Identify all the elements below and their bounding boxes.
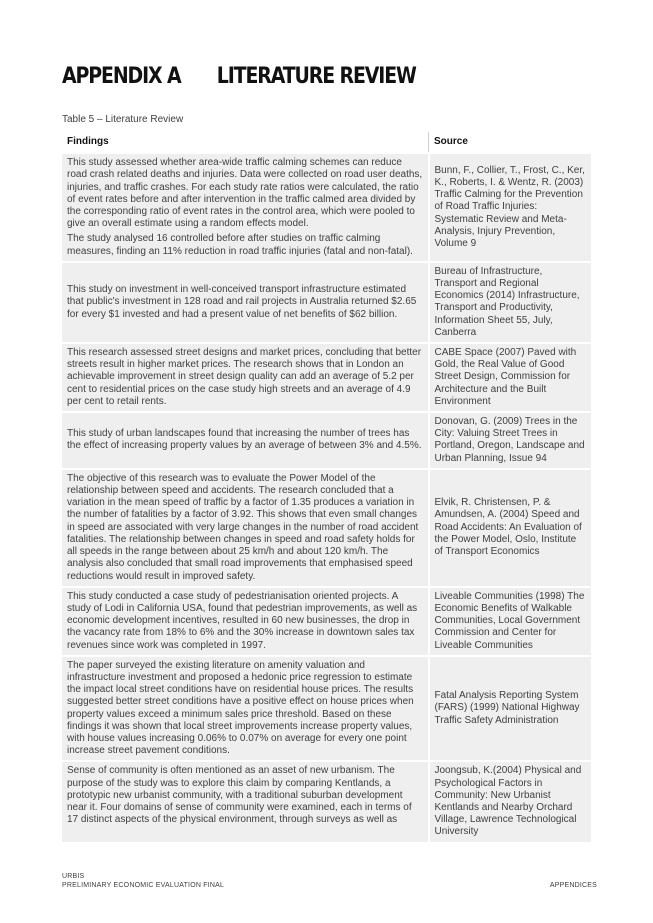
findings-text: This study assessed whether area-wide traffic calming schemes can reduce road crash related deaths and injuries. Data were collected on road user deaths, injuries, and traffic crashes. For each study rate ratios were calculated, the ratio of event rates before and after intervention in the traffic calmed area divided by the corresponding ratio of event rates in the control area, which were pooled to give an overall estimate using a random effects model. bbox=[67, 157, 423, 230]
findings-text: Sense of community is often mentioned as an asset of new urbanism. The purpose of the study was to explore this claim by comparing Kentlands, a prototypic new urbanist community, with a traditional suburban development near it. Four domains of sense of community were examined, each in terms of 17 distinct aspects of the physical environment, through surveys as well as bbox=[67, 765, 412, 826]
table-row bbox=[62, 343, 591, 412]
table-row bbox=[62, 656, 591, 762]
findings-cell bbox=[62, 412, 429, 469]
findings-text: The paper surveyed the existing literature on amenity valuation and infrastructure investment and proposed a hedonic price regression to estimate the impact local street conditions have on residential house prices. The results suggested better street conditions have a positive effect on house prices when property values exceed a minimum sales price threshold. Based on these findings it was shown that local street improvements increase property values, with house values increasing 0.06% to 0.07% on average for every one point increase street pavement conditions. bbox=[67, 659, 414, 757]
footer-org: URBIS bbox=[62, 873, 85, 880]
findings-cell bbox=[62, 343, 429, 412]
source-cell: Donovan, G. (2009) Trees in the City: Valuing Street Trees in Portland, Oregon, Landscape and Urban Planning, Issue 94 bbox=[429, 412, 592, 469]
table-row bbox=[62, 412, 591, 469]
table-row bbox=[62, 761, 591, 841]
findings-cell bbox=[62, 469, 429, 587]
table-row bbox=[62, 262, 591, 343]
table-row bbox=[62, 469, 591, 587]
source-cell: CABE Space (2007) Paved with Gold, the Real Value of Good Street Design, Commission for Architecture and the Built Environment bbox=[429, 343, 592, 412]
source-cell: Bureau of Infrastructure, Transport and Regional Economics (2014) Infrastructure, Transport and Productivity, Information Sheet 55, July, Canberra bbox=[429, 262, 592, 343]
footer-section: APPENDICES bbox=[549, 882, 597, 889]
source-cell: Joongsub, K.(2004) Physical and Psychological Factors in Community: New Urbanist Kentlands and Nearby Orchard Village, Lawrence Technological University bbox=[429, 761, 592, 841]
appendix-title: LITERATURE REVIEW bbox=[216, 64, 416, 89]
findings-cell bbox=[62, 587, 429, 656]
findings-text: The study analysed 16 controlled before after studies on traffic calming measures, finding an 11% reduction in road traffic injuries (fatal and non-fatal). bbox=[67, 233, 413, 257]
page-footer-left bbox=[62, 872, 224, 890]
table-row bbox=[62, 153, 591, 262]
table-row bbox=[62, 587, 591, 656]
source-header: Source bbox=[429, 132, 592, 153]
source-cell: Bunn, F., Collier, T., Frost, C., Ker, K., Roberts, I. & Wentz, R. (2003) Traffic Calming for the Prevention of Road Traffic Injuries: Systematic Review and Meta-Analysis, Injury Prevention, Volume 9 bbox=[429, 153, 592, 262]
source-cell: Liveable Communities (1998) The Economic Benefits of Walkable Communities, Local Government Commission and Center for Liveable Communities bbox=[429, 587, 592, 656]
page-heading bbox=[62, 64, 416, 89]
findings-cell bbox=[62, 262, 429, 343]
findings-text: This study of urban landscapes found that increasing the number of trees has the effect of increasing property values by an average of between 3% and 4.5%. bbox=[67, 428, 422, 452]
findings-text: This study conducted a case study of pedestrianisation oriented projects. A study of Lodi in California USA, found that pedestrian improvements, as well as economic development incentives, resulted in 60 new businesses, the drop in the vacancy rate from 18% to 6% and the 30% increase in downtown sales tax revenues since work was completed in 1997. bbox=[67, 590, 418, 651]
literature-review-table bbox=[62, 132, 591, 842]
findings-cell bbox=[62, 656, 429, 762]
findings-header: Findings bbox=[62, 132, 429, 153]
source-cell: Fatal Analysis Reporting System (FARS) (1999) National Highway Traffic Safety Administration bbox=[429, 656, 592, 762]
appendix-label: APPENDIX A bbox=[62, 64, 181, 89]
source-cell: Elvik, R. Christensen, P. & Amundsen, A. (2004) Speed and Road Accidents: An Evaluation of the Power Model, Oslo, Institute of Transport Economics bbox=[429, 469, 592, 587]
table-header-row bbox=[62, 132, 591, 153]
findings-text: This study on investment in well-conceived transport infrastructure estimated that public's investment in 128 road and rail projects in Australia returned $2.65 for every $1 invested and had a present value of net benefits of $62 billion. bbox=[67, 284, 417, 320]
findings-cell bbox=[62, 153, 429, 262]
footer-document-title: PRELIMINARY ECONOMIC EVALUATION FINAL bbox=[62, 882, 225, 889]
table-caption: Table 5 – Literature Review bbox=[62, 114, 184, 125]
findings-text: The objective of this research was to evaluate the Power Model of the relationship between speed and accidents. The research concluded that a variation in the mean speed of traffic by a factor of 1.35 produces a variation in the number of fatalities by a factor of 3.92. This shows that even small changes in speed are associated with very large changes in the number of road accident fatalities. The relationship between changes in speed and road safety holds for all speeds in the range between about 25 km/h and about 120 km/h. The analysis also concluded that small road improvements that emphasised speed reductions would result in improved safety. bbox=[67, 472, 419, 582]
findings-text: This research assessed street designs and market prices, concluding that better streets result in higher market prices. The research shows that in London an achievable improvement in street design quality can add an average of 5.2 per cent to residential prices on the case study high streets and an average of 4.9 per cent to retail rents. bbox=[67, 347, 422, 407]
findings-cell bbox=[62, 761, 429, 841]
